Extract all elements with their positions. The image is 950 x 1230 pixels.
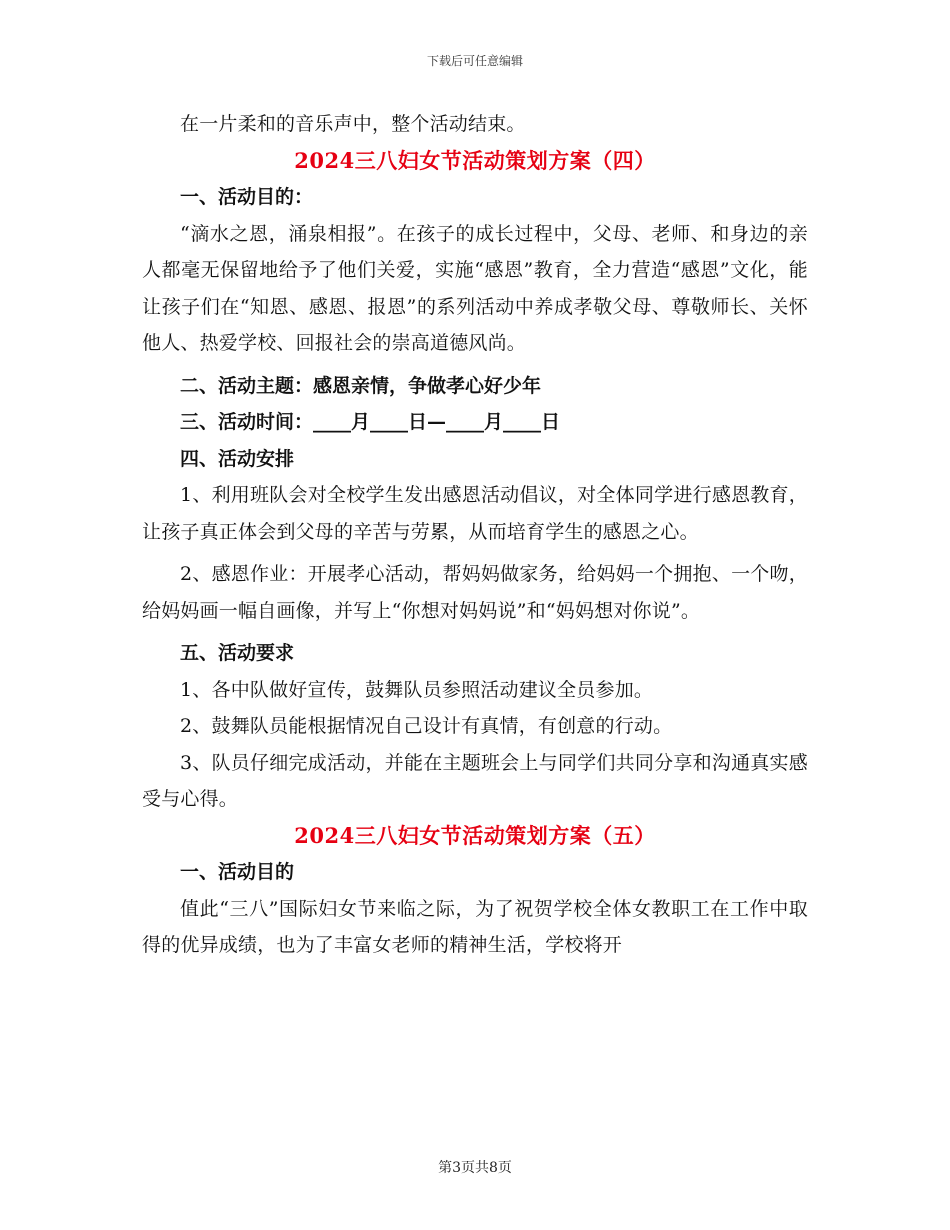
section4-heading-time: 三、活动时间：____月____日—____月____日	[180, 411, 561, 433]
section4-heading-arrangement: 四、活动安排	[180, 447, 295, 470]
intro-paragraph: 在一片柔和的音乐声中，整个活动结束。	[180, 113, 526, 135]
section5-title: 2024三八妇女节活动策划方案（五）	[294, 822, 656, 848]
section5-paragraph-purpose: 值此“三八”国际妇女节来临之际，为了祝贺学校全体女教职工在工作中取得的优异成绩，也为了丰富女老师的精神生活，学校将开	[142, 897, 808, 956]
section4-paragraph-requirement-1: 1、各中队做好宣传，鼓舞队员参照活动建议全员参加。	[180, 678, 654, 701]
section4-heading-theme: 二、活动主题：感恩亲情，争做孝心好少年	[180, 374, 542, 397]
section4-paragraph-requirement-3: 3、队员仔细完成活动，并能在主题班会上与同学们共同分享和沟通真实感受与心得。	[142, 751, 808, 810]
page-footer: 第3页共8页	[438, 1160, 512, 1176]
section4-paragraph-arrangement-2: 2、感恩作业：开展孝心活动，帮妈妈做家务，给妈妈一个拥抱、一个吻，给妈妈画一幅自画像，并写上“你想对妈妈说”和“妈妈想对你说”。	[142, 563, 808, 622]
section4-paragraph-requirement-2: 2、鼓舞队员能根据情况自己设计有真情，有创意的行动。	[180, 715, 673, 737]
section4-title: 2024三八妇女节活动策划方案（四）	[294, 147, 656, 173]
section5-heading-purpose: 一、活动目的	[180, 861, 295, 883]
section4-paragraph-arrangement-1: 1、利用班队会对全校学生发出感恩活动倡议，对全体同学进行感恩教育，让孩子真正体会到父母的辛苦与劳累，从而培育学生的感恩之心。	[142, 484, 808, 543]
header-note: 下载后可任意编辑	[426, 54, 523, 68]
document-body	[142, 106, 808, 964]
section4-heading-purpose: 一、活动目的：	[180, 186, 314, 208]
section4-heading-requirements: 五、活动要求	[180, 642, 295, 664]
section4-paragraph-purpose: “滴水之恩，涌泉相报”。在孩子的成长过程中，父母、老师、和身边的亲人都毫无保留地给予了他们关爱，实施“感恩”教育，全力营造“感恩”文化，能让孩子们在“知恩、感恩、报恩”的系列活动中养成孝敬父母、尊敬师长、关怀他人、热爱学校、回报社会的崇高道德风尚。	[142, 222, 808, 354]
